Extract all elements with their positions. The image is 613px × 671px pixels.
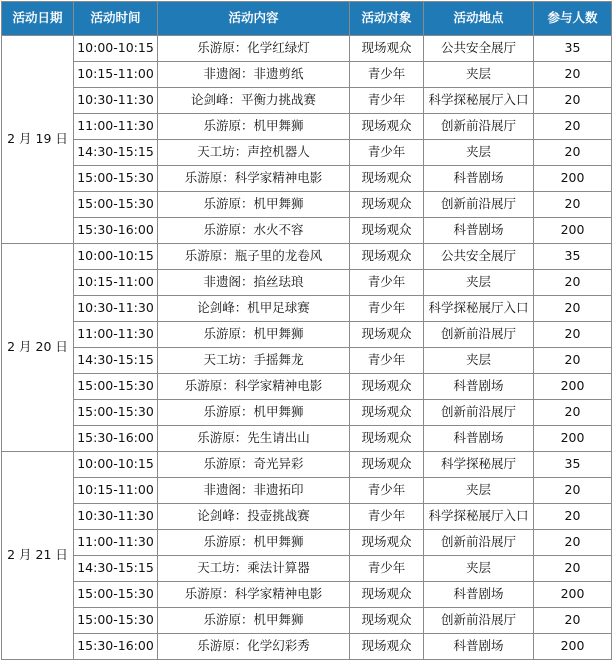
audience-cell: 青少年 bbox=[350, 62, 424, 88]
location-cell: 科学探秘展厅入口 bbox=[424, 88, 534, 114]
table-header bbox=[2, 2, 612, 36]
count-cell: 20 bbox=[534, 114, 612, 140]
table-row bbox=[2, 400, 612, 426]
audience-cell: 青少年 bbox=[350, 140, 424, 166]
time-cell: 10:00-10:15 bbox=[74, 36, 158, 62]
time-cell: 10:30-11:30 bbox=[74, 296, 158, 322]
activity-schedule-table bbox=[1, 1, 612, 660]
time-cell: 10:00-10:15 bbox=[74, 244, 158, 270]
time-cell: 15:00-15:30 bbox=[74, 192, 158, 218]
audience-cell: 青少年 bbox=[350, 270, 424, 296]
table-row bbox=[2, 140, 612, 166]
table-row bbox=[2, 426, 612, 452]
count-cell: 200 bbox=[534, 166, 612, 192]
location-cell: 科普剧场 bbox=[424, 426, 534, 452]
content-cell: 非遗阁：掐丝珐琅 bbox=[158, 270, 350, 296]
time-cell: 15:00-15:30 bbox=[74, 582, 158, 608]
content-cell: 乐游原：科学家精神电影 bbox=[158, 582, 350, 608]
count-cell: 20 bbox=[534, 530, 612, 556]
time-cell: 11:00-11:30 bbox=[74, 530, 158, 556]
audience-cell: 现场观众 bbox=[350, 192, 424, 218]
count-cell: 20 bbox=[534, 348, 612, 374]
audience-cell: 现场观众 bbox=[350, 166, 424, 192]
time-cell: 14:30-15:15 bbox=[74, 348, 158, 374]
count-cell: 20 bbox=[534, 270, 612, 296]
table-row bbox=[2, 270, 612, 296]
location-cell: 创新前沿展厅 bbox=[424, 322, 534, 348]
location-cell: 夹层 bbox=[424, 270, 534, 296]
audience-cell: 现场观众 bbox=[350, 244, 424, 270]
count-cell: 20 bbox=[534, 608, 612, 634]
header-content: 活动内容 bbox=[158, 2, 350, 36]
count-cell: 20 bbox=[534, 296, 612, 322]
content-cell: 乐游原：瓶子里的龙卷风 bbox=[158, 244, 350, 270]
count-cell: 200 bbox=[534, 374, 612, 400]
time-cell: 15:00-15:30 bbox=[74, 608, 158, 634]
audience-cell: 现场观众 bbox=[350, 634, 424, 660]
count-cell: 35 bbox=[534, 244, 612, 270]
table-row bbox=[2, 114, 612, 140]
table-row bbox=[2, 166, 612, 192]
content-cell: 论剑峰：平衡力挑战赛 bbox=[158, 88, 350, 114]
table-row bbox=[2, 530, 612, 556]
table-row bbox=[2, 322, 612, 348]
location-cell: 创新前沿展厅 bbox=[424, 400, 534, 426]
content-cell: 乐游原：先生请出山 bbox=[158, 426, 350, 452]
location-cell: 科普剧场 bbox=[424, 582, 534, 608]
time-cell: 11:00-11:30 bbox=[74, 322, 158, 348]
audience-cell: 现场观众 bbox=[350, 322, 424, 348]
location-cell: 公共安全展厅 bbox=[424, 36, 534, 62]
time-cell: 15:30-16:00 bbox=[74, 218, 158, 244]
table-row bbox=[2, 478, 612, 504]
location-cell: 科普剧场 bbox=[424, 166, 534, 192]
audience-cell: 现场观众 bbox=[350, 114, 424, 140]
count-cell: 35 bbox=[534, 36, 612, 62]
count-cell: 20 bbox=[534, 400, 612, 426]
count-cell: 20 bbox=[534, 556, 612, 582]
content-cell: 乐游原：化学红绿灯 bbox=[158, 36, 350, 62]
date-cell: 2 月 20 日 bbox=[2, 244, 74, 452]
content-cell: 天工坊：手摇舞龙 bbox=[158, 348, 350, 374]
audience-cell: 现场观众 bbox=[350, 530, 424, 556]
time-cell: 14:30-15:15 bbox=[74, 556, 158, 582]
time-cell: 15:00-15:30 bbox=[74, 374, 158, 400]
location-cell: 夹层 bbox=[424, 348, 534, 374]
count-cell: 20 bbox=[534, 62, 612, 88]
location-cell: 创新前沿展厅 bbox=[424, 192, 534, 218]
table-row bbox=[2, 504, 612, 530]
table-row bbox=[2, 582, 612, 608]
header-location: 活动地点 bbox=[424, 2, 534, 36]
count-cell: 20 bbox=[534, 140, 612, 166]
time-cell: 15:30-16:00 bbox=[74, 634, 158, 660]
table-row bbox=[2, 218, 612, 244]
table-row bbox=[2, 88, 612, 114]
count-cell: 35 bbox=[534, 452, 612, 478]
location-cell: 夹层 bbox=[424, 556, 534, 582]
table-row bbox=[2, 296, 612, 322]
location-cell: 创新前沿展厅 bbox=[424, 608, 534, 634]
date-cell: 2 月 19 日 bbox=[2, 36, 74, 244]
location-cell: 创新前沿展厅 bbox=[424, 530, 534, 556]
audience-cell: 青少年 bbox=[350, 88, 424, 114]
header-date: 活动日期 bbox=[2, 2, 74, 36]
audience-cell: 青少年 bbox=[350, 556, 424, 582]
content-cell: 乐游原：水火不容 bbox=[158, 218, 350, 244]
audience-cell: 青少年 bbox=[350, 478, 424, 504]
time-cell: 15:30-16:00 bbox=[74, 426, 158, 452]
table-row bbox=[2, 634, 612, 660]
time-cell: 10:15-11:00 bbox=[74, 270, 158, 296]
audience-cell: 现场观众 bbox=[350, 36, 424, 62]
location-cell: 创新前沿展厅 bbox=[424, 114, 534, 140]
time-cell: 15:00-15:30 bbox=[74, 400, 158, 426]
count-cell: 200 bbox=[534, 634, 612, 660]
content-cell: 非遗阁：非遗拓印 bbox=[158, 478, 350, 504]
time-cell: 11:00-11:30 bbox=[74, 114, 158, 140]
location-cell: 科学探秘展厅入口 bbox=[424, 296, 534, 322]
table-row bbox=[2, 36, 612, 62]
count-cell: 20 bbox=[534, 504, 612, 530]
location-cell: 科学探秘展厅 bbox=[424, 452, 534, 478]
location-cell: 科普剧场 bbox=[424, 218, 534, 244]
table-row bbox=[2, 452, 612, 478]
count-cell: 20 bbox=[534, 478, 612, 504]
location-cell: 夹层 bbox=[424, 140, 534, 166]
location-cell: 科普剧场 bbox=[424, 634, 534, 660]
header-row bbox=[2, 2, 612, 36]
audience-cell: 现场观众 bbox=[350, 426, 424, 452]
count-cell: 200 bbox=[534, 582, 612, 608]
audience-cell: 青少年 bbox=[350, 348, 424, 374]
time-cell: 10:15-11:00 bbox=[74, 478, 158, 504]
time-cell: 10:30-11:30 bbox=[74, 504, 158, 530]
date-cell: 2 月 21 日 bbox=[2, 452, 74, 660]
table-row bbox=[2, 348, 612, 374]
location-cell: 夹层 bbox=[424, 62, 534, 88]
content-cell: 天工坊：声控机器人 bbox=[158, 140, 350, 166]
count-cell: 20 bbox=[534, 322, 612, 348]
audience-cell: 现场观众 bbox=[350, 400, 424, 426]
content-cell: 乐游原：科学家精神电影 bbox=[158, 374, 350, 400]
content-cell: 乐游原：机甲舞狮 bbox=[158, 322, 350, 348]
content-cell: 论剑峰：机甲足球赛 bbox=[158, 296, 350, 322]
audience-cell: 青少年 bbox=[350, 504, 424, 530]
audience-cell: 现场观众 bbox=[350, 608, 424, 634]
content-cell: 天工坊：乘法计算器 bbox=[158, 556, 350, 582]
location-cell: 科学探秘展厅入口 bbox=[424, 504, 534, 530]
table-row bbox=[2, 192, 612, 218]
content-cell: 乐游原：机甲舞狮 bbox=[158, 608, 350, 634]
table-row bbox=[2, 556, 612, 582]
table-body bbox=[2, 36, 612, 660]
content-cell: 乐游原：机甲舞狮 bbox=[158, 400, 350, 426]
audience-cell: 青少年 bbox=[350, 296, 424, 322]
count-cell: 20 bbox=[534, 88, 612, 114]
header-count: 参与人数 bbox=[534, 2, 612, 36]
count-cell: 20 bbox=[534, 192, 612, 218]
location-cell: 科普剧场 bbox=[424, 374, 534, 400]
time-cell: 10:00-10:15 bbox=[74, 452, 158, 478]
time-cell: 10:15-11:00 bbox=[74, 62, 158, 88]
count-cell: 200 bbox=[534, 218, 612, 244]
content-cell: 乐游原：化学幻彩秀 bbox=[158, 634, 350, 660]
table-row bbox=[2, 374, 612, 400]
header-audience: 活动对象 bbox=[350, 2, 424, 36]
audience-cell: 现场观众 bbox=[350, 452, 424, 478]
content-cell: 乐游原：奇光异彩 bbox=[158, 452, 350, 478]
content-cell: 乐游原：机甲舞狮 bbox=[158, 530, 350, 556]
audience-cell: 现场观众 bbox=[350, 582, 424, 608]
location-cell: 夹层 bbox=[424, 478, 534, 504]
audience-cell: 现场观众 bbox=[350, 218, 424, 244]
content-cell: 乐游原：机甲舞狮 bbox=[158, 114, 350, 140]
time-cell: 10:30-11:30 bbox=[74, 88, 158, 114]
time-cell: 15:00-15:30 bbox=[74, 166, 158, 192]
content-cell: 非遗阁：非遗剪纸 bbox=[158, 62, 350, 88]
time-cell: 14:30-15:15 bbox=[74, 140, 158, 166]
table-row bbox=[2, 244, 612, 270]
count-cell: 200 bbox=[534, 426, 612, 452]
location-cell: 公共安全展厅 bbox=[424, 244, 534, 270]
content-cell: 乐游原：科学家精神电影 bbox=[158, 166, 350, 192]
content-cell: 论剑峰：投壶挑战赛 bbox=[158, 504, 350, 530]
table-row bbox=[2, 62, 612, 88]
content-cell: 乐游原：机甲舞狮 bbox=[158, 192, 350, 218]
table-row bbox=[2, 608, 612, 634]
audience-cell: 现场观众 bbox=[350, 374, 424, 400]
header-time: 活动时间 bbox=[74, 2, 158, 36]
